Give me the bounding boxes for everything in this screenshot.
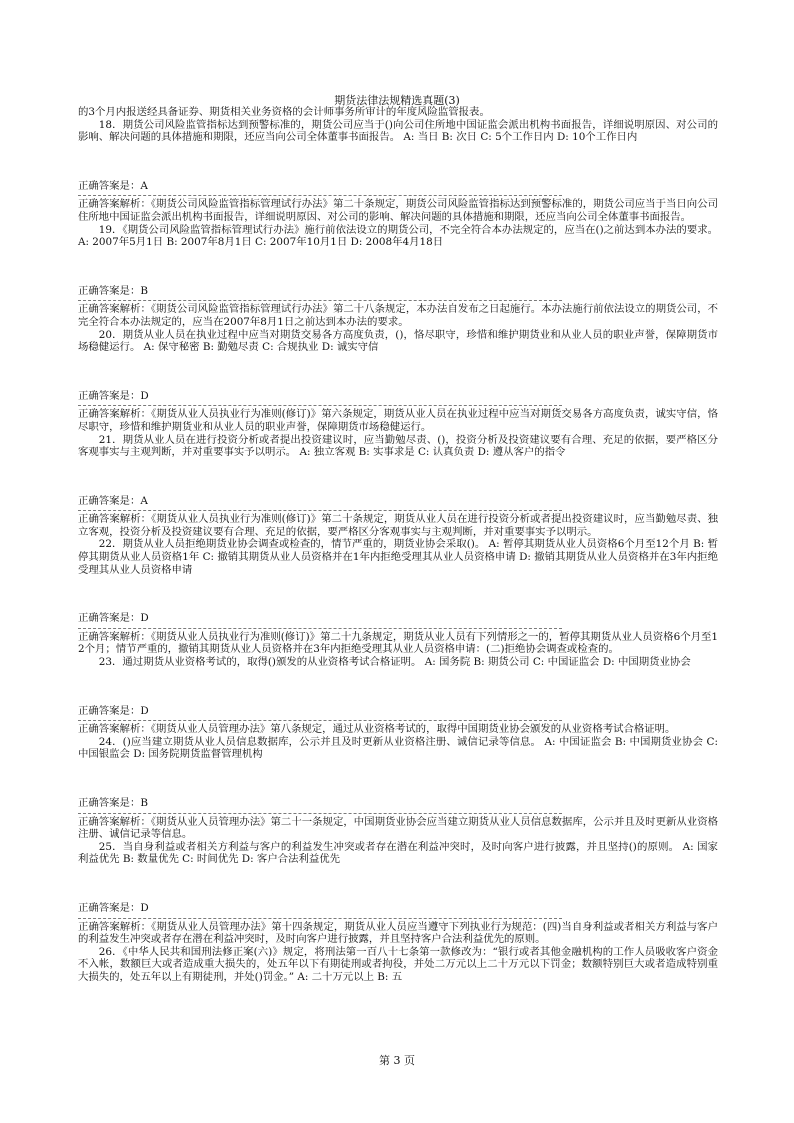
answer-text: 正确答案是：A <box>78 179 148 192</box>
separator-line <box>78 918 562 919</box>
analysis-text: 正确答案解析：《期货从业人员管理办法》第八条规定，通过从业资格考试的，取得中国期货业协会颁发的从业资格考试合格证明。 <box>78 723 676 736</box>
question-block <box>78 538 718 656</box>
separator-line <box>78 300 562 301</box>
analysis-text: 正确答案解析：《期货公司风险监管指标管理试行办法》第二十条规定，期货公司风险监管指标达到预警标准的，期货公司应当于当日向公司住所地中国证监会派出机构书面报告，详细说明原因、对公司的影响、解决问题的具体措施和期限，还应当向公司全体董事书面报告。 <box>78 198 718 223</box>
intro-text: 的3个月内报送经具备证券、期货相关业务资格的会计师事务所审计的年度风险监管报表。 <box>78 106 490 118</box>
question-block <box>78 119 718 224</box>
separator-line <box>78 510 562 511</box>
separator-line <box>78 720 562 721</box>
question-block <box>78 656 718 736</box>
question-text: 26．《中华人民共和国刑法修正案(六)》规定，将刑法第一百八十七条第一款修改为：“银行或者其他金融机构的工作人员吸收客户资金不入帐，数额巨大或者造成重大损失的，处五年以下有期徒刑或者拘役，并处二万元以上二十万元以下罚金；数额特别巨大或者造成特别重大损失的，处五年以上有期徒刑，并处()罚金。” A: 二十万元以上 B: 五 <box>78 945 718 983</box>
question-block <box>78 329 718 434</box>
page-number: 第 3 页 <box>379 1054 415 1067</box>
question-block <box>78 224 718 329</box>
separator-line <box>78 813 562 814</box>
answer-text: 正确答案是：A <box>78 494 148 507</box>
question-text: 22．期货从业人员拒绝期货业协会调查或检查的，情节严重的，期货业协会采取()。 A: 暂停其期货从业人员资格6个月至12个月 B: 暂停其期货从业人员资格1年 C: 撤销其期货从业人员资格并在1年内拒绝受理其从业人员资格申请 D: 撤销其期货从业人员资格并在3年内拒绝受理其从业人员资格申请 <box>78 538 718 576</box>
separator-line <box>78 628 562 629</box>
question-text: 20．期货从业人员在执业过程中应当对期货交易各方高度负责，()，恪尽职守，珍惜和维护期货业和从业人员的职业声誉，保障期货市场稳健运行。 A: 保守秘密 B: 勤勉尽责 C: 合规执业 D: 诚实守信 <box>78 328 718 354</box>
separator-line <box>78 405 562 406</box>
answer-text: 正确答案是：B <box>78 284 148 297</box>
answer-text: 正确答案是：D <box>78 704 149 717</box>
question-text: 25．当自身利益或者相关方利益与客户的利益发生冲突或者存在潜在利益冲突时，及时向客户进行披露，并且坚持()的原则。 A: 国家利益优先 B: 数量优先 C: 时间优先 D: 客户合法利益优先 <box>78 840 718 866</box>
analysis-text: 正确答案解析：《期货从业人员执业行为准则(修订)》第六条规定，期货从业人员在执业过程中应当对期货交易各方高度负责，诚实守信，恪尽职守，珍惜和维护期货业和从业人员的职业声誉，保障期货市场稳健运行。 <box>78 408 718 433</box>
answer-text: 正确答案是：D <box>78 612 149 625</box>
question-text: 24．()应当建立期货从业人员信息数据库，公示并且及时更新从业资格注册、诚信记录等信息。 A: 中国证监会 B: 中国期货业协会 C: 中国银监会 D: 国务院期货监督管理机构 <box>78 735 718 761</box>
answer-text: 正确答案是：D <box>78 389 149 402</box>
question-block <box>78 434 718 539</box>
question-block <box>78 946 718 984</box>
question-text: 18．期货公司风险监管指标达到预警标准的，期货公司应当于()向公司住所地中国证监会派出机构书面报告，详细说明原因、对公司的影响、解决问题的具体措施和期限，还应当向公司全体董事书面报告。 A: 当日 B: 次日 C: 5个工作日内 D: 10个工作日内 <box>78 118 718 144</box>
analysis-text: 正确答案解析：《期货公司风险监管指标管理试行办法》第二十八条规定，本办法自发布之日起施行。本办法施行前依法设立的期货公司，不完全符合本办法规定的，应当在2007年8月1日之前达到本办法的要求。 <box>78 303 718 328</box>
question-text: 19．《期货公司风险监管指标管理试行办法》施行前依法设立的期货公司，不完全符合本办法规定的，应当在()之前达到本办法的要求。 A: 2007年5月1日 B: 2007年8月1日 C: 2007年10月1日 D: 2008年4月18日 <box>78 223 718 249</box>
analysis-text: 正确答案解析：《期货从业人员执业行为准则(修订)》第二十条规定，期货从业人员在进行投资分析或者提出投资建议时，应当勤勉尽责、独立客观，投资分析及投资建议要有合理、充足的依据，要严格区分客观事实与主观判断，并对重要事实予以明示。 <box>78 513 718 538</box>
separator-line <box>78 195 562 196</box>
question-block <box>78 841 718 946</box>
answer-text: 正确答案是：B <box>78 797 148 809</box>
page-title: 期货法律法规精选真题(3) <box>334 94 460 107</box>
question-text: 23．通过期货从业资格考试的，取得()颁发的从业资格考试合格证明。 A: 国务院 B: 期货公司 C: 中国证监会 D: 中国期货业协会 <box>98 656 691 669</box>
question-text: 21．期货从业人员在进行投资分析或者提出投资建议时，应当勤勉尽责、()，投资分析及投资建议要有合理、充足的依据，要严格区分客观事实与主观判断，并对重要事实予以明示。 A: 独立客观 B: 实事求是 C: 认真负责 D: 遵从客户的指令 <box>78 433 718 459</box>
question-block <box>78 736 718 841</box>
page-content <box>78 106 718 984</box>
analysis-text: 正确答案解析：《期货从业人员管理办法》第二十一条规定，中国期货业协会应当建立期货从业人员信息数据库，公示并且及时更新从业资格注册、诚信记录等信息。 <box>78 815 718 841</box>
analysis-text: 正确答案解析：《期货从业人员管理办法》第十四条规定，期货从业人员应当遵守下列执业行为规范：(四)当自身利益或者相关方利益与客户的利益发生冲突或者存在潜在利益冲突时，及时向客户进行披露，并且坚持客户合法利益优先的原则。 <box>78 920 718 946</box>
analysis-text: 正确答案解析：《期货从业人员执业行为准则(修订)》第二十九条规定，期货从业人员有下列情形之一的，暂停其期货从业人员资格6个月至12个月；情节严重的，撤销其期货从业人员资格并在3年内拒绝受理其从业人员资格申请：(二)拒绝协会调查或检查的。 <box>78 630 718 656</box>
answer-text: 正确答案是：D <box>78 901 149 914</box>
